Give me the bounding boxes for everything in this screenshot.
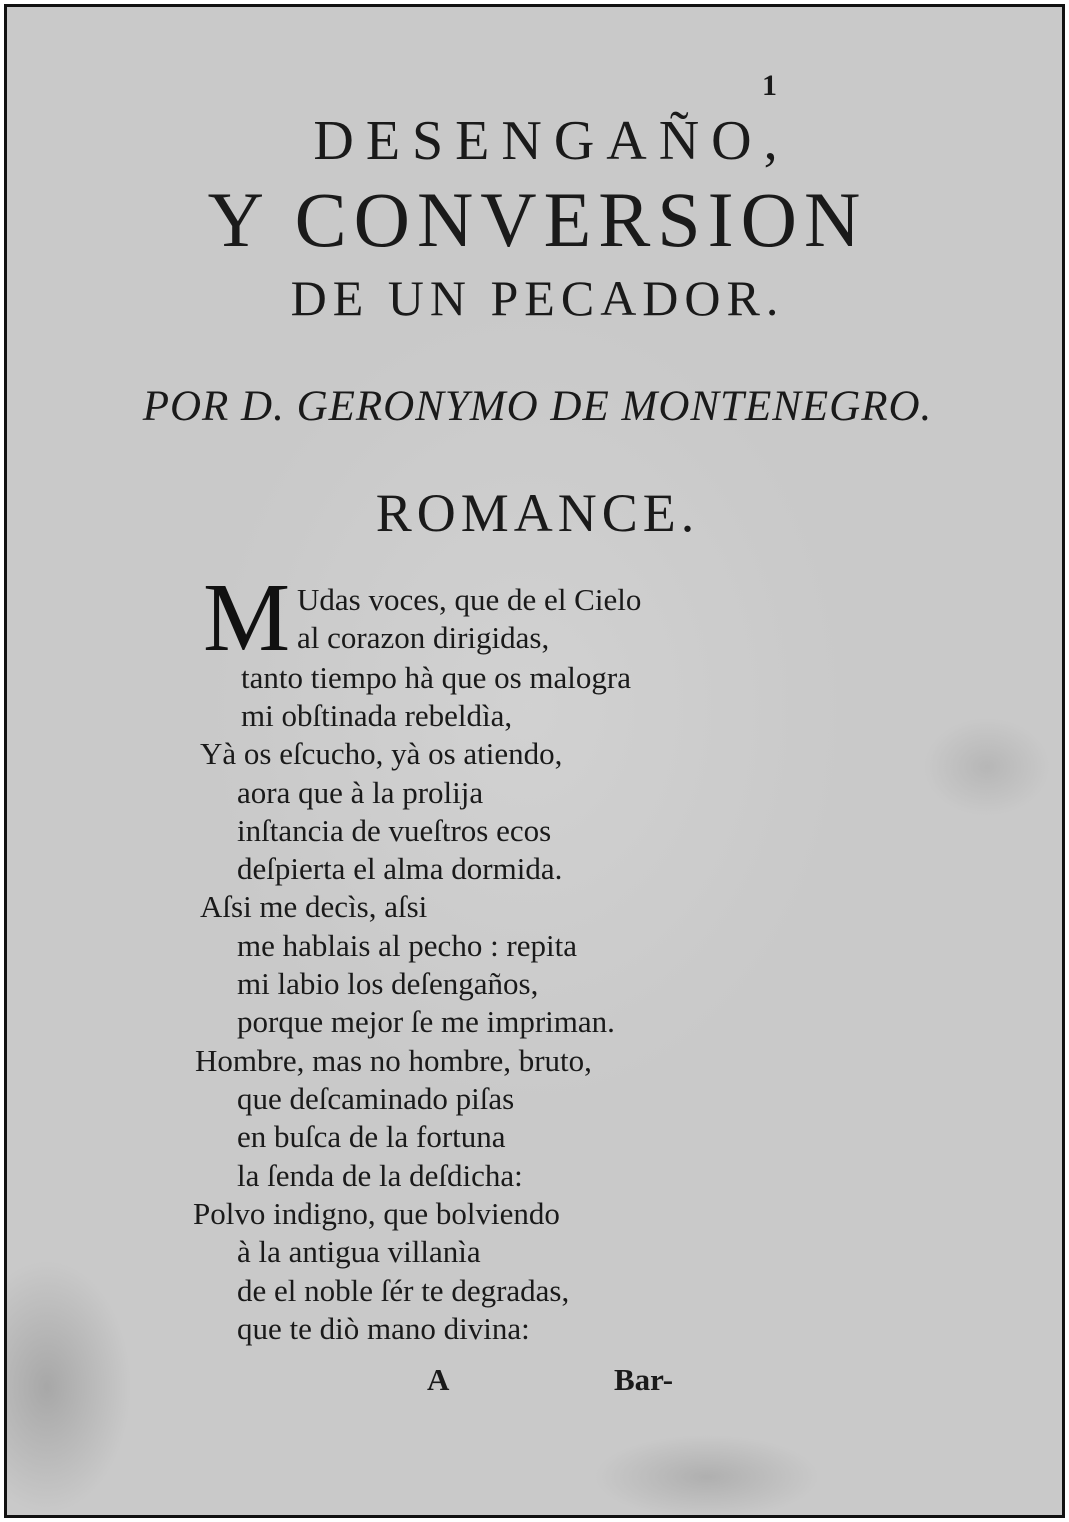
drop-cap: M <box>203 564 291 672</box>
title-line-3: DE UN PECADOR. <box>290 270 785 326</box>
signature-mark: A <box>427 1362 450 1397</box>
title-line-1: DESENGAÑO, <box>313 110 790 172</box>
verse-line: Udas voces, que de el Cielo <box>297 582 642 617</box>
verse-line: Aſsi me decìs, aſsi <box>200 889 428 924</box>
book-page <box>4 4 1065 1518</box>
section-heading: ROMANCE. <box>375 483 700 543</box>
verse-line: Polvo indigno, que bolviendo <box>193 1196 560 1231</box>
verse-line: tanto tiempo hà que os malogra <box>241 660 631 695</box>
verse-line: de el noble ſér te degradas, <box>237 1273 570 1308</box>
title-line-2: Y CONVERSION <box>207 176 868 263</box>
verse-line: aora que à la prolija <box>237 775 484 810</box>
verse-line: al corazon dirigidas, <box>297 620 550 655</box>
verse-line: me hablais al pecho : repita <box>237 928 578 963</box>
author-line: POR D. GERONYMO DE MONTENEGRO. <box>142 383 933 430</box>
verse-line: que te diò mano divina: <box>237 1311 530 1346</box>
verse-line: Yà os eſcucho, yà os atiendo, <box>200 736 563 771</box>
verse-line: en buſca de la fortuna <box>237 1119 506 1154</box>
verse-line: à la antigua villanìa <box>237 1234 481 1269</box>
verse-line: mi obſtinada rebeldìa, <box>241 698 513 733</box>
catchword: Bar- <box>614 1362 674 1397</box>
verse-line: porque mejor ſe me impriman. <box>237 1004 615 1039</box>
verse-line: inſtancia de vueſtros ecos <box>237 813 552 848</box>
verse-line: mi labio los deſengaños, <box>237 966 539 1001</box>
verse-line: la ſenda de la deſdicha: <box>237 1158 523 1193</box>
verse-line: que deſcaminado piſas <box>237 1081 515 1116</box>
verse-line: Hombre, mas no hombre, bruto, <box>195 1043 592 1078</box>
page-number: 1 <box>762 69 777 102</box>
verse-line: deſpierta el alma dormida. <box>237 851 563 886</box>
